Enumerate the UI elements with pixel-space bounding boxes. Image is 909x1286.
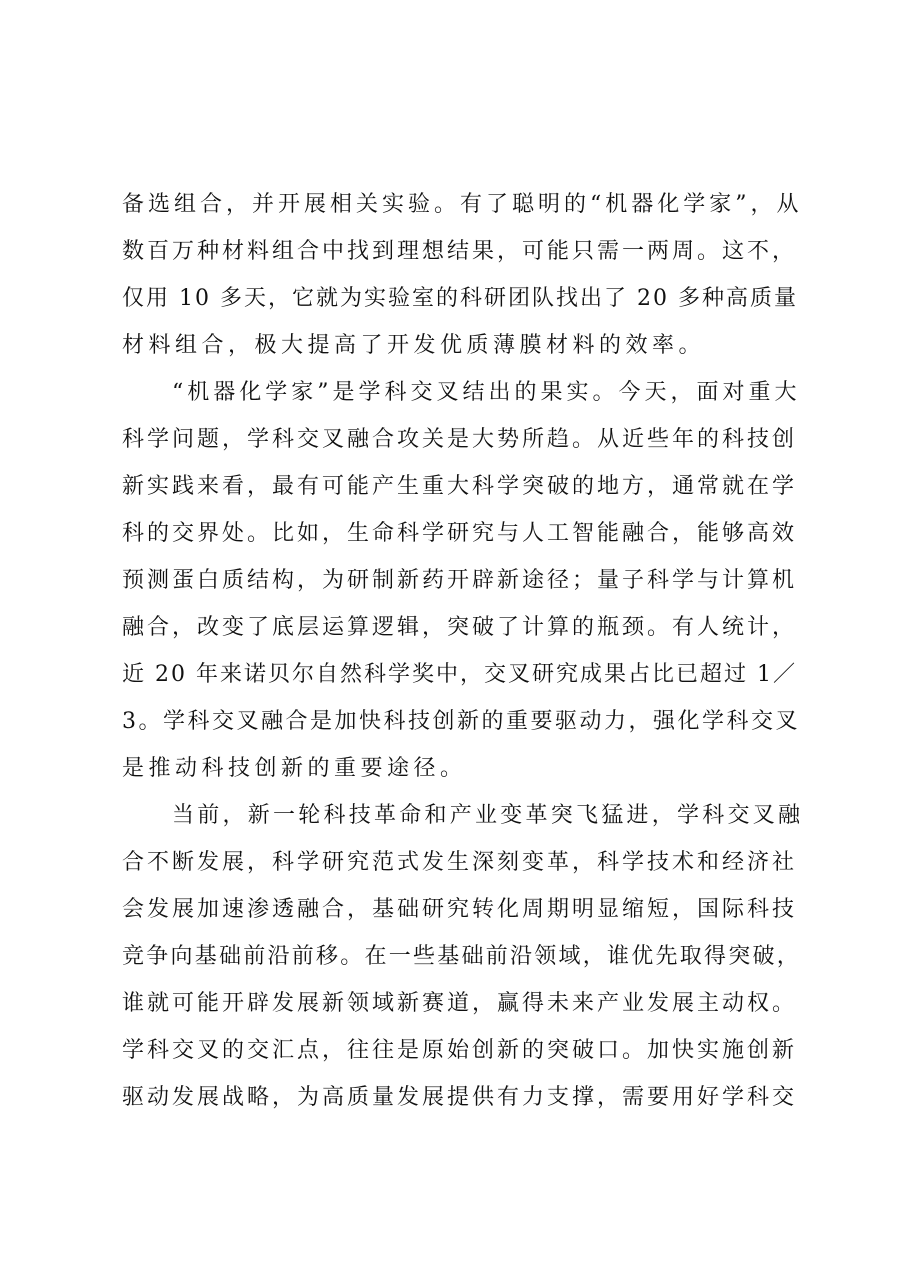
text-line: 科学问题，学科交叉融合攻关是大势所趋。从近些年的科技创 xyxy=(122,427,798,452)
text-line: 备选组合，并开展相关实验。有了聪明的“机器化学家”，从 xyxy=(122,192,803,217)
text-line: 科的交界处。比如，生命科学研究与人工智能融合，能够高效 xyxy=(122,521,798,546)
text-line: 仅用 10 多天，它就为实验室的科研团队找出了 20 多种高质量 xyxy=(122,286,798,311)
paragraph-first-line: 当前，新一轮科技革命和产业变革突飞猛进，学科交叉融 xyxy=(172,803,804,828)
text-line: 近 20 年来诺贝尔自然科学奖中，交叉研究成果占比已超过 1／ xyxy=(122,662,797,687)
text-line: 学科交叉的交汇点，往往是原始创新的突破口。加快实施创新 xyxy=(122,1038,798,1063)
text-line: 合不断发展，科学研究范式发生深刻变革，科学技术和经济社 xyxy=(122,850,798,875)
article-body xyxy=(122,181,802,1121)
text-line: 融合，改变了底层运算逻辑，突破了计算的瓶颈。有人统计， xyxy=(122,615,798,640)
text-line: 3。学科交叉融合是加快科技创新的重要驱动力，强化学科交叉 xyxy=(122,709,800,734)
text-line: 是推动科技创新的重要途径。 xyxy=(122,756,467,781)
text-line: 数百万种材料组合中找到理想结果，可能只需一两周。这不， xyxy=(122,239,798,264)
text-line: 预测蛋白质结构，为研制新药开辟新途径；量子科学与计算机 xyxy=(122,568,798,593)
text-line: 会发展加速渗透融合，基础研究转化周期明显缩短，国际科技 xyxy=(122,897,798,922)
text-line: 竞争向基础前沿前移。在一些基础前沿领域，谁优先取得突破， xyxy=(122,944,802,969)
paragraph-first-line: “机器化学家”是学科交叉结出的果实。今天，面对重大 xyxy=(172,380,801,405)
text-line: 谁就可能开辟发展新领域新赛道，赢得未来产业发展主动权。 xyxy=(122,991,798,1016)
text-line: 新实践来看，最有可能产生重大科学突破的地方，通常就在学 xyxy=(122,474,798,499)
text-line: 材料组合，极大提高了开发优质薄膜材料的效率。 xyxy=(122,333,706,358)
text-line: 驱动发展战略，为高质量发展提供有力支撑，需要用好学科交 xyxy=(122,1085,798,1110)
